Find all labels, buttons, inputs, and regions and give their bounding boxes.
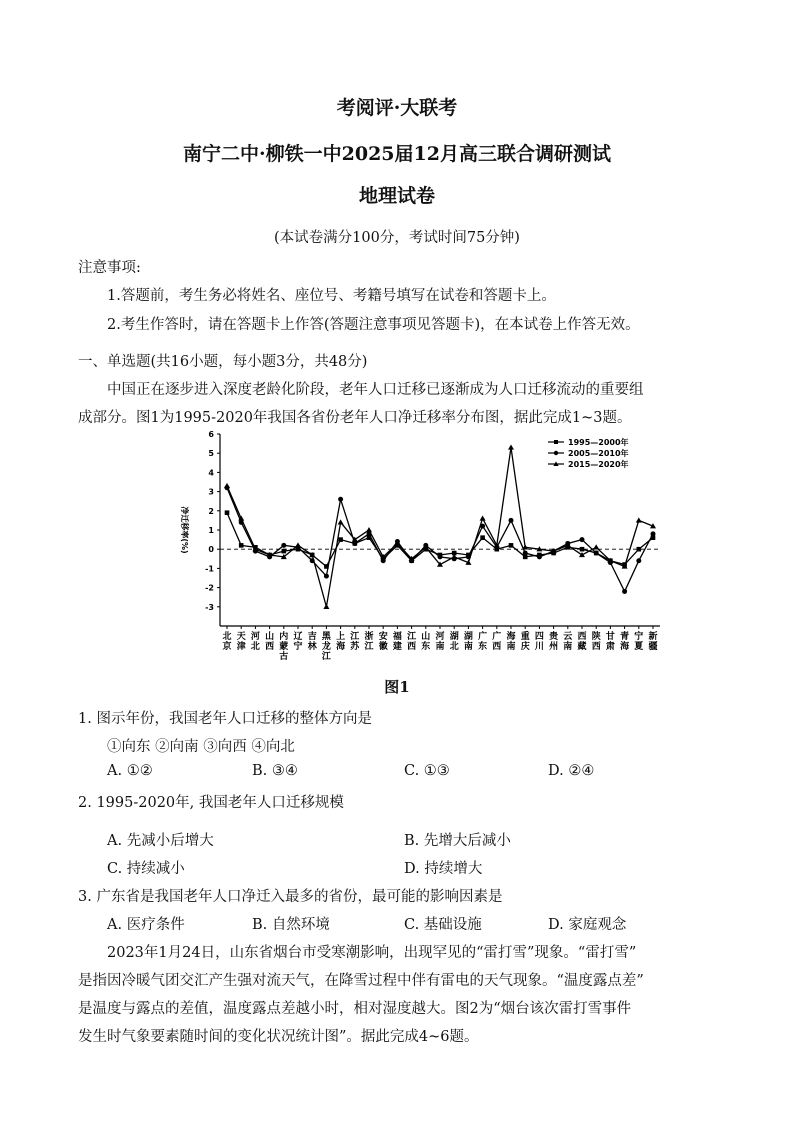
q2-option-c[interactable]: C. 持续减小: [107, 861, 185, 877]
x-tick-label: 海: [506, 632, 516, 642]
chart-svg: [180, 426, 670, 666]
x-tick-label: 海: [336, 642, 346, 652]
exam-name-title: 南宁二中·柳铁一中2025届12月高三联合调研测试: [183, 143, 611, 165]
x-tick-label: 山: [265, 632, 275, 642]
y-tick-label: 0: [208, 545, 214, 555]
data-point: [295, 542, 301, 547]
q3-stem: 3. 广东省是我国老年人口净迁入最多的省份，最可能的影响因素是: [78, 889, 503, 905]
x-tick-label: 蒙: [279, 642, 289, 652]
x-tick-label: 龙: [321, 642, 331, 652]
x-tick-label: 甘: [605, 632, 615, 642]
data-point: [537, 554, 542, 559]
legend-label: 1995—2000年: [568, 438, 629, 447]
data-point: [338, 537, 343, 542]
x-tick-label: 江: [350, 632, 360, 642]
x-tick-label: 陕: [591, 632, 601, 642]
x-tick-label: 西: [407, 642, 417, 652]
data-point: [636, 517, 642, 522]
note-item-1: 1.答题前，考生务必将姓名、座位号、考籍号填写在试卷和答题卡上。: [107, 288, 556, 304]
y-axis-label: 净迁移率(%): [180, 506, 189, 554]
data-point: [593, 544, 599, 549]
x-tick-label: 辽: [293, 632, 303, 642]
subject-title: 地理试卷: [358, 185, 435, 207]
x-tick-label: 江: [407, 632, 417, 642]
data-point: [225, 510, 230, 515]
y-tick-label: 4: [208, 468, 214, 478]
passage2-line-1: 2023年1月24日，山东省烟台市受寒潮影响，出现罕见的“雷打雪”现象。“雷打雪”: [107, 945, 637, 961]
data-point: [580, 537, 585, 542]
x-tick-label: 苏: [350, 642, 360, 652]
y-tick-label: 1: [208, 526, 214, 535]
x-tick-label: 川: [534, 642, 544, 652]
q1-option-c[interactable]: C. ①③: [404, 763, 450, 779]
x-tick-label: 湖: [463, 632, 473, 642]
legend-label: 2015—2020年: [568, 460, 629, 469]
x-tick-label: 山: [421, 632, 431, 642]
data-point: [338, 519, 344, 524]
legend-marker: [554, 451, 558, 455]
q1-option-b[interactable]: B. ③④: [252, 763, 298, 779]
x-tick-label: 夏: [634, 642, 644, 652]
y-tick-label: 6: [208, 430, 214, 439]
x-tick-label: 南: [506, 642, 516, 652]
x-tick-label: 河: [250, 632, 260, 642]
data-point: [239, 543, 244, 548]
exam-subtitle: (本试卷满分100分，考试时间75分钟): [274, 230, 520, 246]
q1-option-a[interactable]: A. ①②: [107, 763, 153, 779]
x-tick-label: 藏: [577, 642, 587, 652]
passage2-line-3: 是温度与露点的差值，温度露点差越小时，相对湿度越大。图2为“烟台该次雷打雪事件: [78, 1001, 632, 1017]
x-tick-label: 徽: [378, 642, 388, 652]
series-line-3: [227, 447, 653, 606]
data-point: [508, 444, 514, 449]
x-tick-label: 东: [478, 642, 488, 652]
q1-options-line: ①向东 ②向南 ③向西 ④向北: [107, 739, 295, 755]
x-tick-label: 云: [563, 632, 573, 642]
data-point: [480, 515, 486, 520]
x-tick-label: 津: [236, 642, 246, 652]
x-tick-label: 林: [307, 642, 317, 652]
data-point: [338, 497, 343, 502]
x-tick-label: 青: [620, 632, 630, 642]
x-tick-label: 肃: [605, 642, 615, 652]
data-point: [622, 589, 627, 594]
y-tick-label: -3: [205, 602, 214, 612]
x-tick-label: 天: [236, 632, 246, 642]
legend-marker: [554, 440, 558, 444]
x-tick-label: 宁: [634, 632, 644, 642]
y-tick-label: 3: [208, 487, 214, 497]
data-point: [324, 574, 329, 579]
x-tick-label: 古: [279, 652, 289, 662]
data-point: [636, 558, 641, 563]
x-tick-label: 湖: [449, 632, 459, 642]
x-tick-label: 四: [534, 632, 544, 642]
y-tick-label: -2: [205, 583, 214, 593]
data-point: [224, 483, 230, 488]
x-tick-label: 广: [478, 632, 488, 642]
x-tick-label: 南: [463, 642, 473, 652]
note-item-2: 2.考生作答时，请在答题卡上作答(答题注意事项见答题卡)，在本试卷上作答无效。: [107, 317, 640, 333]
x-tick-label: 内: [279, 632, 289, 642]
section-heading: 一、单选题(共16小题，每小题3分，共48分): [78, 354, 368, 370]
legend-label: 2005—2010年: [568, 449, 629, 458]
notes-heading: 注意事项:: [78, 260, 141, 276]
data-point: [580, 547, 585, 552]
y-tick-label: 5: [208, 449, 214, 459]
data-point: [281, 543, 286, 548]
x-tick-label: 福: [392, 632, 402, 642]
q1-stem: 1. 图示年份，我国老年人口迁移的整体方向是: [78, 711, 372, 727]
x-tick-label: 南: [435, 642, 445, 652]
data-point: [509, 543, 514, 548]
data-point: [366, 527, 372, 532]
x-tick-label: 宁: [293, 642, 303, 652]
data-point: [594, 551, 599, 556]
x-tick-label: 庆: [520, 642, 530, 652]
x-tick-label: 北: [449, 642, 459, 652]
y-tick-label: 2: [208, 506, 214, 516]
x-tick-label: 建: [392, 642, 402, 652]
exam-brand-title: 考阅评·大联考: [336, 97, 458, 119]
q2-option-d[interactable]: D. 持续增大: [404, 861, 483, 877]
figure-1-caption: 图1: [384, 678, 410, 696]
x-tick-label: 安: [378, 632, 388, 642]
intro-line-2: 成部分。图1为1995-2020年我国各省份老年人口净迁移率分布图，据此完成1~3题。: [78, 410, 632, 426]
data-point: [438, 554, 443, 559]
q3-option-a[interactable]: A. 医疗条件: [107, 917, 185, 933]
q3-option-c[interactable]: C. 基础设施: [404, 917, 482, 933]
x-tick-label: 京: [222, 642, 232, 652]
x-tick-label: 吉: [307, 632, 317, 642]
data-point: [651, 531, 656, 536]
q1-option-d[interactable]: D. ②④: [548, 763, 595, 779]
x-tick-label: 西: [577, 632, 587, 642]
x-tick-label: 疆: [648, 642, 658, 652]
x-tick-label: 海: [620, 642, 630, 652]
x-tick-label: 西: [591, 642, 601, 652]
x-tick-label: 西: [492, 642, 502, 652]
q3-option-b[interactable]: B. 自然环境: [252, 917, 330, 933]
x-tick-label: 东: [421, 642, 431, 652]
x-tick-label: 广: [492, 632, 502, 642]
y-tick-label: -1: [205, 564, 214, 574]
data-point: [523, 551, 528, 556]
data-point: [323, 604, 329, 609]
x-tick-label: 西: [265, 642, 275, 652]
x-tick-label: 北: [250, 642, 260, 652]
data-point: [637, 547, 642, 552]
x-tick-label: 北: [222, 632, 232, 642]
q2-option-b[interactable]: B. 先增大后减小: [404, 833, 511, 849]
data-point: [282, 549, 287, 554]
passage2-line-2: 是指因冷暖气团交汇产生强对流天气，在降雪过程中伴有雷电的天气现象。“温度露点差”: [78, 973, 644, 989]
q2-stem: 2. 1995-2020年, 我国老年人口迁移规模: [78, 795, 344, 811]
x-tick-label: 河: [435, 632, 445, 642]
passage2-line-4: 发生时气象要素随时间的变化状况统计图”。据此完成4~6题。: [78, 1029, 479, 1045]
x-tick-label: 浙: [364, 632, 374, 642]
x-tick-label: 贵: [549, 632, 559, 642]
x-tick-label: 南: [563, 642, 573, 652]
x-tick-label: 江: [321, 652, 331, 662]
intro-line-1: 中国正在逐步进入深度老龄化阶段，老年人口迁移已逐渐成为人口迁移流动的重要组: [107, 382, 644, 398]
series-line-2: [227, 488, 653, 592]
x-tick-label: 新: [648, 632, 658, 642]
x-tick-label: 重: [520, 632, 530, 642]
x-tick-label: 黑: [321, 632, 331, 642]
x-tick-label: 州: [549, 642, 559, 652]
figure-1-chart: [180, 426, 670, 666]
x-tick-label: 江: [364, 642, 374, 652]
data-point: [480, 535, 485, 540]
q3-option-d[interactable]: D. 家庭观念: [548, 917, 627, 933]
q2-option-a[interactable]: A. 先减小后增大: [107, 833, 214, 849]
data-point: [509, 518, 514, 523]
x-tick-label: 上: [336, 632, 346, 642]
